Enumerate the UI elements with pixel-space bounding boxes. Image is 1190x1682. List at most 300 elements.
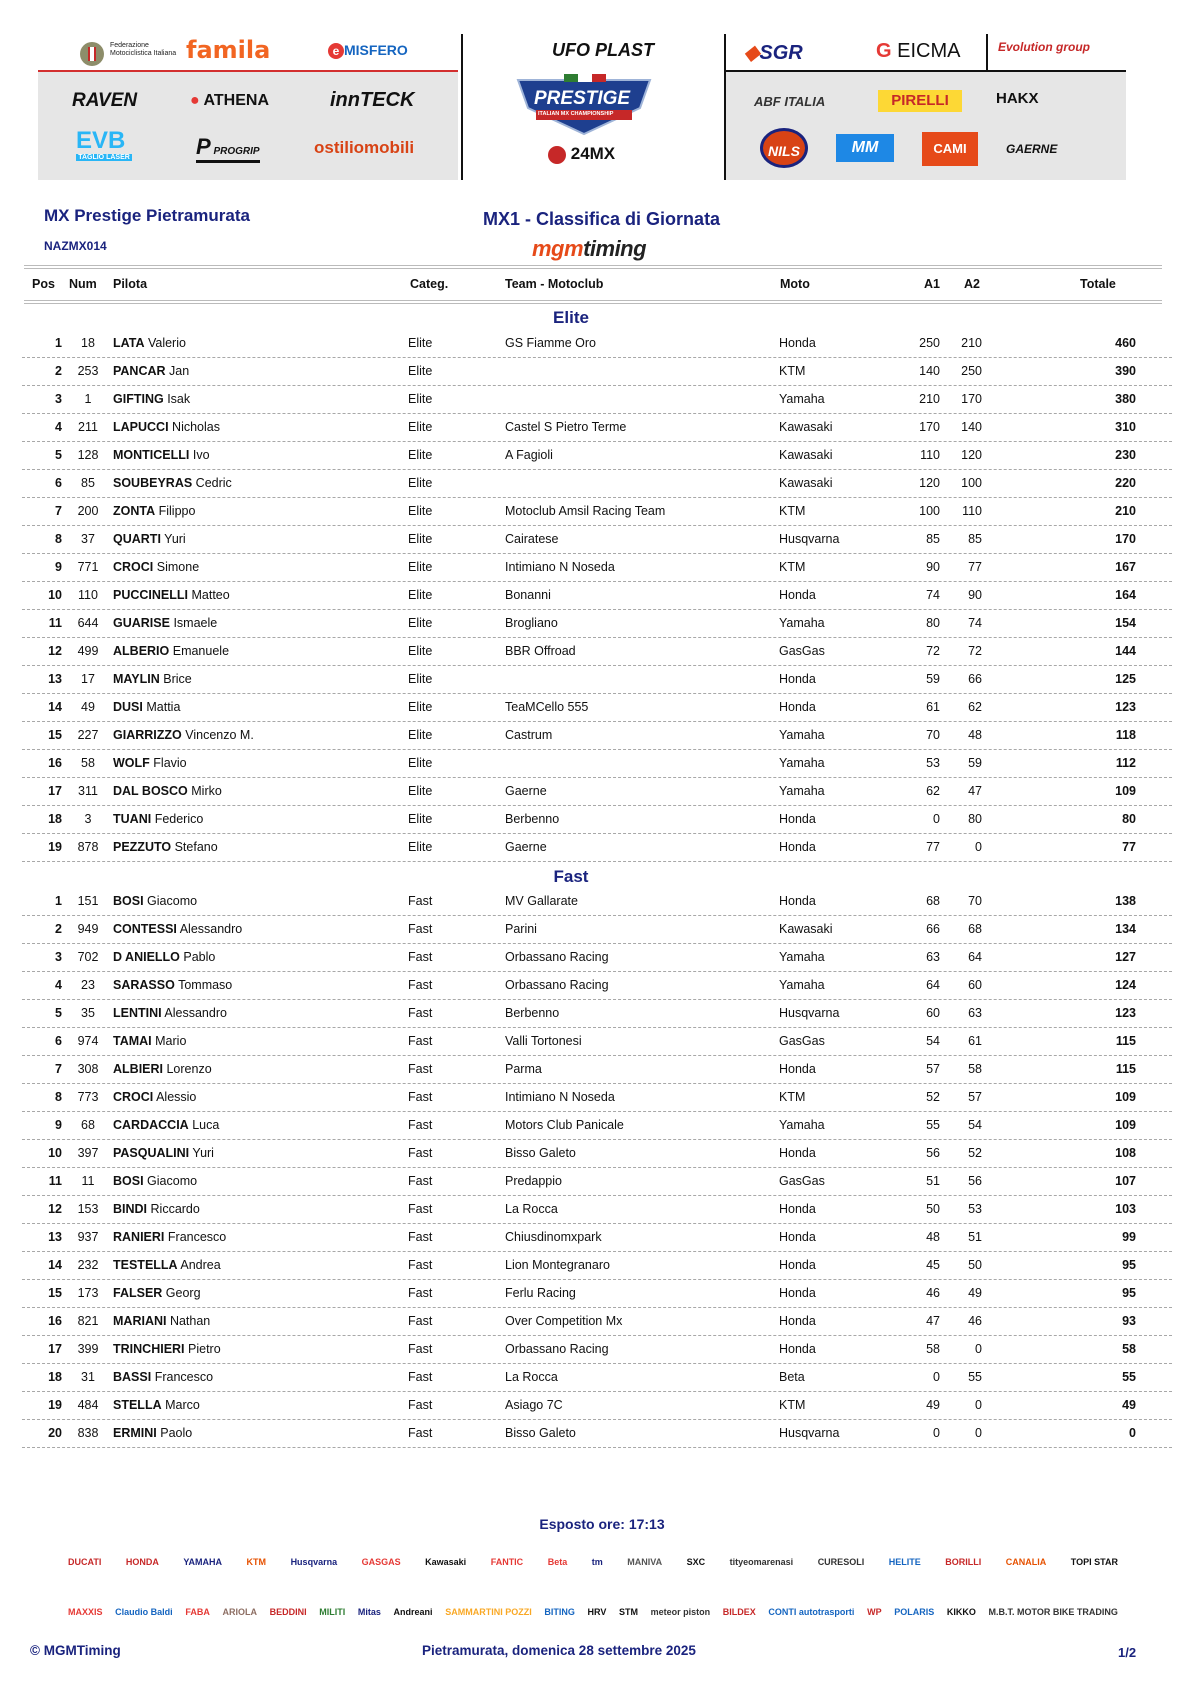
cell-team: Parini bbox=[505, 922, 537, 936]
cell-total: 134 bbox=[1115, 922, 1136, 936]
cell-a1: 58 bbox=[926, 1342, 940, 1356]
cell-category: Elite bbox=[408, 700, 433, 714]
cell-a1: 0 bbox=[933, 812, 940, 826]
pilot-last-name: ZONTA bbox=[113, 504, 156, 518]
cell-category: Elite bbox=[408, 532, 433, 546]
cell-total: 230 bbox=[1115, 448, 1136, 462]
famila-logo: famila bbox=[186, 36, 271, 64]
cell-num: 499 bbox=[77, 644, 99, 658]
cell-a1: 100 bbox=[919, 504, 940, 518]
sponsor-logo: STM bbox=[618, 1607, 638, 1617]
table-row bbox=[22, 1280, 1172, 1308]
cell-a1: 170 bbox=[919, 420, 940, 434]
cell-num: 151 bbox=[77, 894, 99, 908]
pilot-last-name: GIARRIZZO bbox=[113, 728, 182, 742]
cell-category: Elite bbox=[408, 672, 433, 686]
cell-pilot bbox=[113, 364, 189, 378]
cell-pilot bbox=[113, 1202, 200, 1216]
cell-total: 95 bbox=[1122, 1286, 1136, 1300]
cell-a1: 140 bbox=[919, 364, 940, 378]
pilot-first-name: Mario bbox=[155, 1034, 187, 1048]
misfero-logo: e MISFERO bbox=[328, 42, 408, 59]
page-number: 1/2 bbox=[1118, 1645, 1137, 1660]
cell-team: Brogliano bbox=[505, 616, 558, 630]
cell-moto: Yamaha bbox=[779, 784, 825, 798]
cell-a2: 90 bbox=[968, 588, 982, 602]
cell-category: Elite bbox=[408, 364, 433, 378]
cell-num: 68 bbox=[81, 1118, 95, 1132]
cell-a1: 53 bbox=[926, 756, 940, 770]
cell-moto: Yamaha bbox=[779, 728, 825, 742]
table-row bbox=[22, 582, 1172, 610]
fmi-logo-text: Federazione Motociclistica Italiana bbox=[110, 42, 177, 57]
cell-pos: 3 bbox=[55, 950, 62, 964]
pilot-first-name: Yuri bbox=[164, 532, 186, 546]
table-row bbox=[22, 1420, 1172, 1448]
cell-pos: 6 bbox=[55, 1034, 62, 1048]
evb-logo: EVB TAGLIO LASER bbox=[76, 128, 132, 161]
table-row bbox=[22, 694, 1172, 722]
cell-a1: 52 bbox=[926, 1090, 940, 1104]
cell-num: 3 bbox=[84, 812, 92, 826]
prestige-logo bbox=[508, 34, 708, 180]
pilot-last-name: CARDACCIA bbox=[113, 1118, 189, 1132]
cell-num: 937 bbox=[77, 1230, 99, 1244]
cell-pilot bbox=[113, 1370, 213, 1384]
cell-moto: KTM bbox=[779, 364, 806, 378]
cell-a2: 74 bbox=[968, 616, 982, 630]
pilot-last-name: MONTICELLI bbox=[113, 448, 190, 462]
cell-a2: 46 bbox=[968, 1314, 982, 1328]
cell-category: Fast bbox=[408, 1342, 433, 1356]
cell-pos: 15 bbox=[48, 1286, 62, 1300]
pilot-first-name: Yuri bbox=[192, 1146, 214, 1160]
cell-a1: 0 bbox=[933, 1370, 940, 1384]
cell-category: Elite bbox=[408, 420, 433, 434]
pilot-first-name: Mirko bbox=[191, 784, 222, 798]
cell-moto: Yamaha bbox=[779, 392, 825, 406]
cell-pilot bbox=[113, 1090, 196, 1104]
event-title: MX Prestige Pietramurata bbox=[44, 206, 250, 225]
cell-total: 138 bbox=[1115, 894, 1136, 908]
cell-pos: 14 bbox=[48, 1258, 62, 1272]
cell-category: Fast bbox=[408, 1090, 433, 1104]
pilot-first-name: Tommaso bbox=[178, 978, 233, 992]
col-a1: A1 bbox=[924, 277, 940, 291]
cell-team: Gaerne bbox=[505, 784, 547, 798]
pilot-last-name: ERMINI bbox=[113, 1426, 157, 1440]
table-header bbox=[24, 277, 1162, 299]
cell-pilot bbox=[113, 1314, 210, 1328]
pilot-last-name: PUCCINELLI bbox=[113, 588, 188, 602]
cell-a2: 51 bbox=[968, 1230, 982, 1244]
cell-a1: 120 bbox=[919, 476, 940, 490]
pirelli-logo: PIRELLI bbox=[878, 90, 962, 112]
cell-total: 0 bbox=[1129, 1426, 1136, 1440]
cell-a1: 55 bbox=[926, 1118, 940, 1132]
cell-total: 109 bbox=[1115, 1118, 1136, 1132]
cell-total: 144 bbox=[1115, 644, 1136, 658]
pilot-last-name: ALBERIO bbox=[113, 644, 170, 658]
cell-pos: 9 bbox=[55, 1118, 62, 1132]
sponsor-logo: SXC bbox=[686, 1557, 706, 1567]
cell-pos: 11 bbox=[48, 616, 62, 630]
cell-moto: Honda bbox=[779, 894, 816, 908]
cell-pilot bbox=[113, 476, 232, 490]
cell-pos: 13 bbox=[48, 1230, 62, 1244]
table-row bbox=[22, 1224, 1172, 1252]
cell-team: Chiusdinomxpark bbox=[505, 1230, 602, 1244]
sgr-logo: ◆SGR bbox=[744, 42, 803, 64]
cell-a1: 66 bbox=[926, 922, 940, 936]
cell-pos: 4 bbox=[55, 978, 62, 992]
prestige-text: PRESTIGE bbox=[534, 88, 631, 109]
table-row bbox=[22, 442, 1172, 470]
cell-total: 125 bbox=[1115, 672, 1136, 686]
cell-pilot bbox=[113, 1286, 201, 1300]
banner-left-panel bbox=[38, 34, 458, 180]
sponsor-logo: CANALIA bbox=[1005, 1557, 1047, 1567]
cell-a2: 52 bbox=[968, 1146, 982, 1160]
cell-a2: 100 bbox=[961, 476, 982, 490]
sponsor-logo: KIKKO bbox=[946, 1607, 976, 1617]
cell-total: 109 bbox=[1115, 1090, 1136, 1104]
cell-pos: 11 bbox=[48, 1174, 62, 1188]
cell-total: 164 bbox=[1115, 588, 1136, 602]
cell-a1: 47 bbox=[926, 1314, 940, 1328]
cell-category: Elite bbox=[408, 560, 433, 574]
cell-moto: GasGas bbox=[779, 1034, 825, 1048]
cell-total: 115 bbox=[1115, 1034, 1136, 1048]
table-row bbox=[22, 1308, 1172, 1336]
cell-a1: 63 bbox=[926, 950, 940, 964]
cell-a2: 140 bbox=[961, 420, 982, 434]
cell-pilot bbox=[113, 560, 199, 574]
cell-pos: 18 bbox=[48, 812, 62, 826]
sponsor-logo: SAMMARTINI POZZI bbox=[445, 1607, 532, 1617]
cell-a2: 0 bbox=[975, 1426, 982, 1440]
cell-a1: 56 bbox=[926, 1146, 940, 1160]
sponsor-logo: HONDA bbox=[125, 1557, 159, 1567]
table-row bbox=[22, 1336, 1172, 1364]
cell-team: Motoclub Amsil Racing Team bbox=[505, 504, 666, 518]
pilot-first-name: Francesco bbox=[154, 1370, 214, 1384]
pilot-last-name: WOLF bbox=[113, 756, 150, 770]
cell-num: 49 bbox=[81, 700, 95, 714]
cell-team: Motors Club Panicale bbox=[505, 1118, 624, 1132]
pilot-first-name: Filippo bbox=[158, 504, 196, 518]
table-row bbox=[22, 498, 1172, 526]
cell-pilot bbox=[113, 644, 229, 658]
pilot-first-name: Jan bbox=[169, 364, 190, 378]
cell-moto: Kawasaki bbox=[779, 922, 833, 936]
table-row bbox=[22, 972, 1172, 1000]
pilot-last-name: MAYLIN bbox=[113, 672, 160, 686]
col-pos: Pos bbox=[32, 277, 55, 291]
cell-category: Elite bbox=[408, 644, 433, 658]
section-title: Elite bbox=[553, 308, 589, 327]
cell-team: Bonanni bbox=[505, 588, 551, 602]
cell-team: Berbenno bbox=[505, 812, 560, 826]
cell-category: Fast bbox=[408, 1398, 433, 1412]
sponsor-logo: YAMAHA bbox=[183, 1557, 223, 1567]
table-row bbox=[22, 1056, 1172, 1084]
cell-pilot bbox=[113, 700, 180, 714]
cell-pos: 10 bbox=[48, 588, 62, 602]
pilot-first-name: Isak bbox=[167, 392, 191, 406]
cell-pilot bbox=[113, 1146, 214, 1160]
cell-pos: 17 bbox=[48, 784, 62, 798]
cell-pilot bbox=[113, 1062, 212, 1076]
cell-total: 99 bbox=[1122, 1230, 1136, 1244]
cell-team: GS Fiamme Oro bbox=[505, 336, 596, 350]
cell-total: 127 bbox=[1115, 950, 1136, 964]
pilot-first-name: Alessio bbox=[156, 1090, 197, 1104]
cell-moto: Honda bbox=[779, 1342, 816, 1356]
cell-a1: 110 bbox=[920, 448, 940, 462]
cell-a2: 0 bbox=[975, 1398, 982, 1412]
cell-num: 399 bbox=[77, 1342, 99, 1356]
sponsor-logo: BITING bbox=[544, 1607, 575, 1617]
cell-pos: 8 bbox=[55, 1090, 62, 1104]
cell-category: Elite bbox=[408, 476, 433, 490]
sponsor-logo: TOPI STAR bbox=[1070, 1557, 1118, 1567]
cell-category: Elite bbox=[408, 784, 433, 798]
pilot-first-name: Brice bbox=[163, 672, 192, 686]
col-moto: Moto bbox=[780, 277, 810, 291]
pilot-first-name: Giacomo bbox=[147, 1174, 198, 1188]
cell-team: A Fagioli bbox=[505, 448, 553, 462]
pilot-last-name: TRINCHIERI bbox=[113, 1342, 185, 1356]
pilot-last-name: SOUBEYRAS bbox=[113, 476, 193, 490]
cell-total: 123 bbox=[1115, 1006, 1136, 1020]
col-a2: A2 bbox=[964, 277, 980, 291]
cell-category: Elite bbox=[408, 448, 433, 462]
cell-pos: 4 bbox=[55, 420, 62, 434]
cell-pos: 20 bbox=[48, 1426, 62, 1440]
gaerne-logo: GAERNE bbox=[1006, 142, 1058, 156]
cell-category: Elite bbox=[408, 336, 433, 350]
cell-pos: 15 bbox=[48, 728, 62, 742]
table-row bbox=[22, 666, 1172, 694]
pilot-last-name: TUANI bbox=[113, 812, 152, 826]
pilot-last-name: FALSER bbox=[113, 1286, 163, 1300]
pilot-first-name: Stefano bbox=[174, 840, 218, 854]
pilot-last-name: GIFTING bbox=[113, 392, 164, 406]
col-total: Totale bbox=[1080, 277, 1116, 291]
raven-logo: RAVEN bbox=[72, 90, 138, 111]
pilot-last-name: D ANIELLO bbox=[113, 950, 180, 964]
cell-category: Elite bbox=[408, 812, 433, 826]
table-row bbox=[22, 944, 1172, 972]
cell-team: Orbassano Racing bbox=[505, 1342, 609, 1356]
cell-pilot bbox=[113, 420, 220, 434]
cell-a2: 48 bbox=[968, 728, 982, 742]
cell-total: 49 bbox=[1122, 1398, 1136, 1412]
cell-total: 77 bbox=[1122, 840, 1136, 854]
cell-pilot bbox=[113, 1398, 200, 1412]
cell-num: 173 bbox=[77, 1286, 99, 1300]
cell-team: La Rocca bbox=[505, 1370, 558, 1384]
table-row bbox=[22, 834, 1172, 862]
sponsor-logo: CONTI autotrasporti bbox=[768, 1607, 855, 1617]
cell-total: 107 bbox=[1115, 1174, 1136, 1188]
cell-total: 118 bbox=[1115, 728, 1136, 742]
cell-total: 115 bbox=[1115, 1062, 1136, 1076]
sponsor-logo: GASGAS bbox=[361, 1557, 401, 1567]
cell-team: Intimiano N Noseda bbox=[505, 1090, 615, 1104]
cell-moto: Husqvarna bbox=[779, 1426, 840, 1440]
cell-a2: 210 bbox=[961, 336, 982, 350]
sponsor-logo: CURESOLI bbox=[817, 1557, 865, 1567]
cell-team: Ferlu Racing bbox=[505, 1286, 576, 1300]
pilot-first-name: Francesco bbox=[167, 1230, 227, 1244]
cell-total: 310 bbox=[1115, 420, 1136, 434]
hakx-logo: HAKX bbox=[996, 90, 1039, 107]
cell-pilot bbox=[113, 978, 232, 992]
cell-total: 58 bbox=[1122, 1342, 1136, 1356]
cell-pilot bbox=[113, 756, 187, 770]
cell-a2: 0 bbox=[975, 1342, 982, 1356]
header-divider bbox=[24, 300, 1162, 304]
pilot-first-name: Luca bbox=[192, 1118, 220, 1132]
cell-num: 308 bbox=[77, 1062, 99, 1076]
cell-a2: 0 bbox=[975, 840, 982, 854]
pilot-last-name: CROCI bbox=[113, 1090, 154, 1104]
cell-a1: 64 bbox=[926, 978, 940, 992]
cell-team: Orbassano Racing bbox=[505, 950, 609, 964]
pilot-last-name: CROCI bbox=[113, 560, 154, 574]
abf-italia-logo: ABF ITALIA bbox=[754, 94, 826, 109]
cell-num: 397 bbox=[77, 1146, 99, 1160]
sponsor-logo: BORILLI bbox=[945, 1557, 982, 1567]
sponsor-row-1 bbox=[68, 1542, 1118, 1582]
cell-moto: Kawasaki bbox=[779, 420, 833, 434]
pilot-last-name: RANIERI bbox=[113, 1230, 165, 1244]
cell-team: BBR Offroad bbox=[505, 644, 576, 658]
cell-pilot bbox=[113, 336, 186, 350]
cell-a1: 61 bbox=[926, 700, 940, 714]
cell-pos: 19 bbox=[48, 840, 62, 854]
cell-num: 58 bbox=[81, 756, 95, 770]
cell-a2: 64 bbox=[968, 950, 982, 964]
cell-a2: 59 bbox=[968, 756, 982, 770]
cell-moto: Yamaha bbox=[779, 756, 825, 770]
cell-category: Fast bbox=[408, 1006, 433, 1020]
cell-pos: 3 bbox=[55, 392, 62, 406]
sponsor-logo: BILDEX bbox=[722, 1607, 756, 1617]
cell-pos: 1 bbox=[55, 894, 62, 908]
pilot-last-name: BASSI bbox=[113, 1370, 152, 1384]
pilot-first-name: Simone bbox=[156, 560, 200, 574]
pilot-first-name: Flavio bbox=[153, 756, 187, 770]
cell-moto: Yamaha bbox=[779, 978, 825, 992]
cell-a2: 53 bbox=[968, 1202, 982, 1216]
sponsor-logo: DUCATI bbox=[68, 1557, 102, 1567]
cell-a1: 62 bbox=[926, 784, 940, 798]
cell-a1: 70 bbox=[926, 728, 940, 742]
pilot-last-name: PASQUALINI bbox=[113, 1146, 190, 1160]
cell-pilot bbox=[113, 1174, 197, 1188]
cell-total: 80 bbox=[1122, 812, 1136, 826]
cell-moto: Honda bbox=[779, 1314, 816, 1328]
cell-category: Elite bbox=[408, 588, 433, 602]
cell-total: 55 bbox=[1122, 1370, 1136, 1384]
pilot-last-name: GUARISE bbox=[113, 616, 170, 630]
cell-a1: 68 bbox=[926, 894, 940, 908]
cell-team: Castel S Pietro Terme bbox=[505, 420, 627, 434]
table-row bbox=[22, 1168, 1172, 1196]
cell-pos: 18 bbox=[48, 1370, 62, 1384]
sponsor-logo: HELITE bbox=[888, 1557, 921, 1567]
col-team: Team - Motoclub bbox=[505, 277, 604, 291]
pilot-first-name: Emanuele bbox=[172, 644, 230, 658]
cell-a1: 49 bbox=[926, 1398, 940, 1412]
cell-a2: 55 bbox=[968, 1370, 982, 1384]
nils-logo: NILS bbox=[760, 128, 808, 168]
pilot-first-name: Vincenzo M. bbox=[185, 728, 254, 742]
cell-moto: Kawasaki bbox=[779, 476, 833, 490]
cell-team: Cairatese bbox=[505, 532, 559, 546]
cell-moto: Husqvarna bbox=[779, 532, 840, 546]
pilot-first-name: Andrea bbox=[180, 1258, 221, 1272]
table-row bbox=[22, 750, 1172, 778]
header-divider bbox=[24, 265, 1162, 269]
cell-a2: 57 bbox=[968, 1090, 982, 1104]
cell-num: 644 bbox=[77, 616, 99, 630]
cell-a2: 110 bbox=[962, 504, 982, 518]
place-date: Pietramurata, domenica 28 settembre 2025 bbox=[422, 1643, 696, 1658]
cell-category: Fast bbox=[408, 950, 433, 964]
cell-total: 220 bbox=[1115, 476, 1136, 490]
table-row bbox=[22, 386, 1172, 414]
cell-total: 170 bbox=[1115, 532, 1136, 546]
table-row bbox=[22, 806, 1172, 834]
cell-pilot bbox=[113, 1426, 192, 1440]
event-code: NAZMX014 bbox=[44, 239, 107, 253]
cell-pilot bbox=[113, 616, 217, 630]
cell-moto: Honda bbox=[779, 1258, 816, 1272]
cell-team: Berbenno bbox=[505, 1006, 560, 1020]
cell-pilot bbox=[113, 532, 186, 546]
cell-num: 771 bbox=[77, 560, 99, 574]
cell-a1: 50 bbox=[926, 1202, 940, 1216]
cell-a1: 46 bbox=[926, 1286, 940, 1300]
cell-pilot bbox=[113, 812, 203, 826]
cell-pilot bbox=[113, 1034, 186, 1048]
table-row bbox=[22, 1112, 1172, 1140]
sponsor-logo: Husqvarna bbox=[290, 1557, 338, 1567]
cell-team: Intimiano N Noseda bbox=[505, 560, 615, 574]
sponsor-row-2 bbox=[68, 1592, 1118, 1632]
cell-team: Castrum bbox=[505, 728, 553, 742]
pilot-first-name: Lorenzo bbox=[166, 1062, 212, 1076]
cell-pilot bbox=[113, 950, 215, 964]
cell-category: Fast bbox=[408, 1314, 433, 1328]
cell-pos: 9 bbox=[55, 560, 62, 574]
cell-team: MV Gallarate bbox=[505, 894, 578, 908]
cell-num: 484 bbox=[77, 1398, 99, 1412]
cell-moto: Honda bbox=[779, 336, 816, 350]
cell-num: 17 bbox=[81, 672, 95, 686]
sponsor-logo: Andreani bbox=[393, 1607, 433, 1617]
cell-team: Gaerne bbox=[505, 840, 547, 854]
table-row bbox=[22, 554, 1172, 582]
cell-total: 93 bbox=[1122, 1314, 1136, 1328]
cell-a2: 61 bbox=[968, 1034, 982, 1048]
divider bbox=[461, 34, 463, 180]
sponsor-logo: Claudio Baldi bbox=[115, 1607, 173, 1617]
